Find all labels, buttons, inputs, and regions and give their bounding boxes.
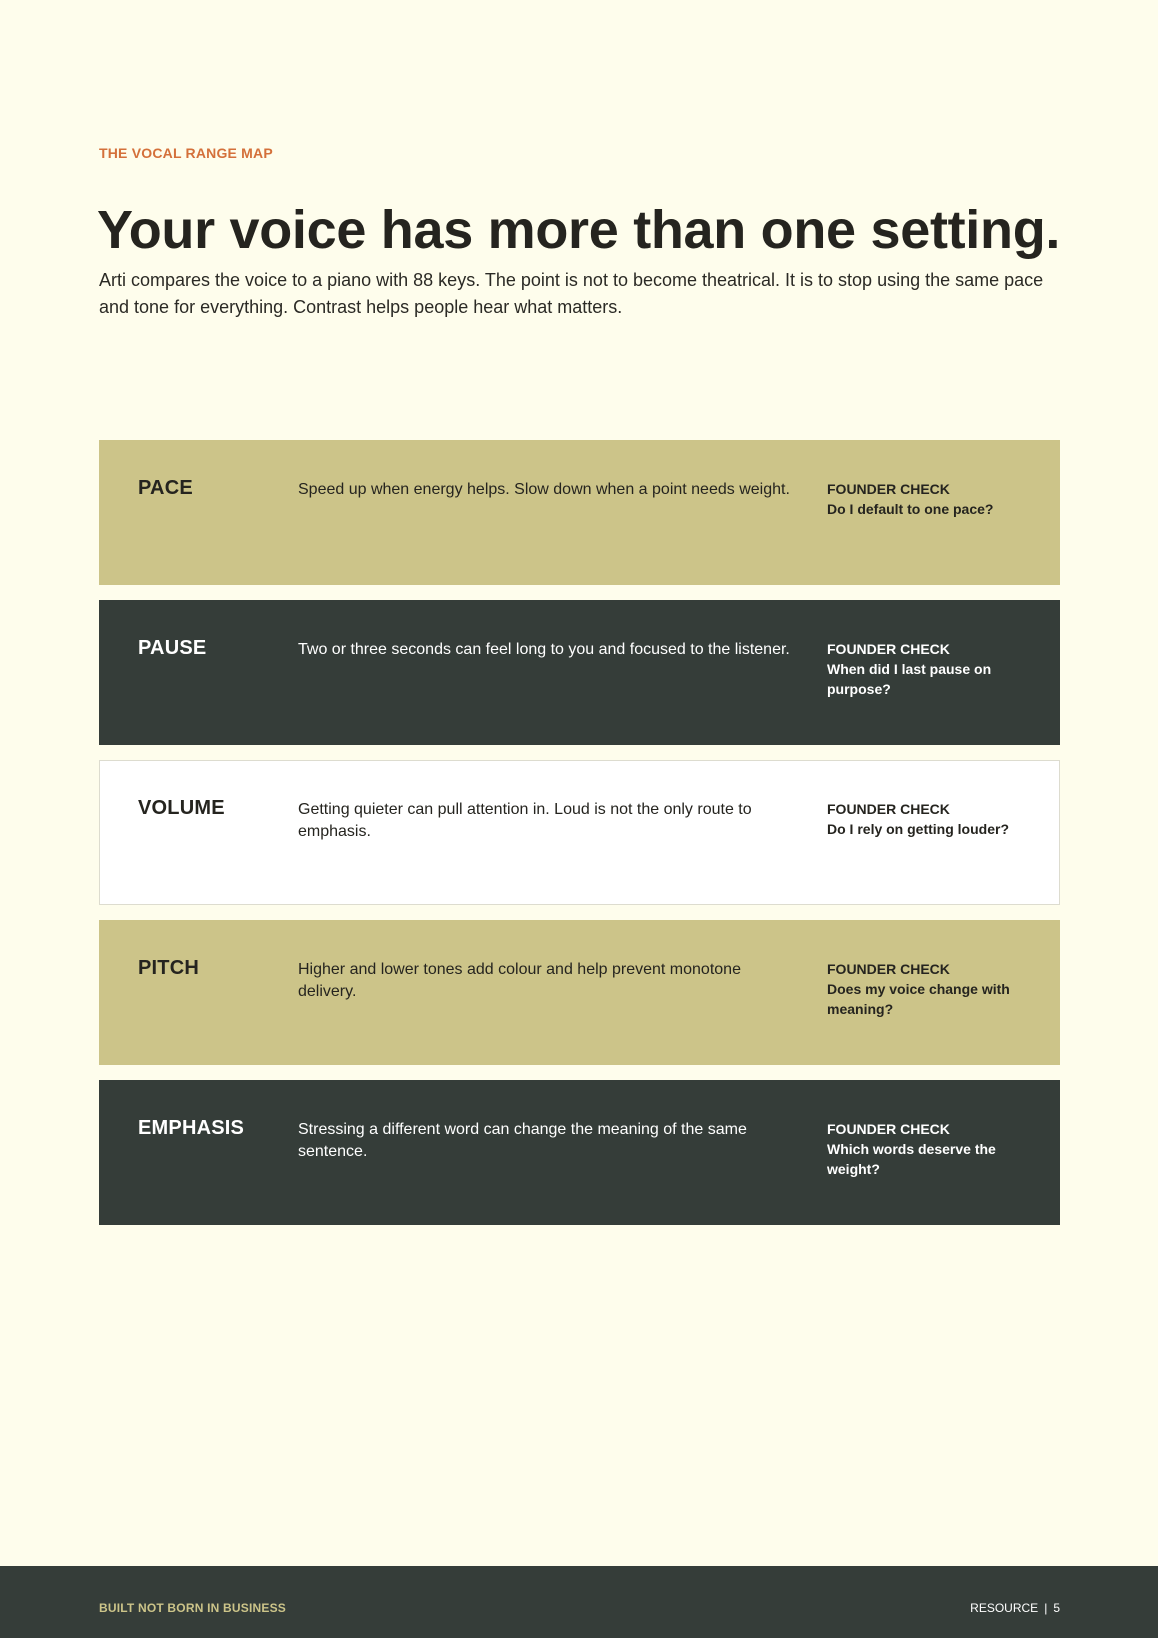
card-title: PITCH [138, 957, 199, 979]
card-emphasis [99, 1080, 1060, 1225]
founder-check-label: FOUNDER CHECK [827, 481, 950, 497]
card-description: Two or three seconds can feel long to you and focused to the listener. [298, 641, 790, 658]
page-number: 5 [1053, 1601, 1060, 1615]
card-title: EMPHASIS [138, 1117, 245, 1139]
founder-check-question: Does my voice change with meaning? [827, 981, 1010, 1017]
footer-brand: BUILT NOT BORN IN BUSINESS [99, 1601, 286, 1615]
card-title: VOLUME [138, 797, 225, 819]
card-description: Stressing a different word can change the meaning of the same sentence. [298, 1121, 747, 1160]
card-pitch [99, 920, 1060, 1065]
founder-check-question: When did I last pause on purpose? [827, 661, 992, 697]
founder-check [827, 960, 1032, 1019]
footer-section-label: RESOURCE [970, 1601, 1039, 1615]
founder-check-label: FOUNDER CHECK [827, 961, 950, 977]
founder-check-label: FOUNDER CHECK [827, 641, 950, 657]
founder-check [827, 480, 1032, 519]
founder-check-question: Do I rely on getting louder? [827, 821, 1009, 837]
vocal-range-list [99, 440, 1060, 1240]
founder-check-question: Do I default to one pace? [827, 501, 994, 517]
card-pause [99, 600, 1060, 745]
section-eyebrow: THE VOCAL RANGE MAP [99, 145, 273, 161]
page-title: Your voice has more than one setting. [97, 200, 1061, 260]
founder-check-question: Which words deserve the weight? [827, 1141, 996, 1177]
card-pace [99, 440, 1060, 585]
card-description: Speed up when energy helps. Slow down when a point needs weight. [298, 481, 790, 498]
footer-separator: | [1044, 1601, 1048, 1615]
founder-check-label: FOUNDER CHECK [827, 801, 950, 817]
founder-check [827, 1120, 1032, 1179]
intro-paragraph: Arti compares the voice to a piano with 88 keys. The point is not to become theatrical. It is to stop using the same pace and tone for everything. Contrast helps people hear what matters. [99, 270, 1044, 317]
card-volume [99, 760, 1060, 905]
page-footer [0, 1566, 1158, 1638]
card-title: PACE [138, 477, 193, 499]
card-description: Higher and lower tones add colour and help prevent monotone delivery. [298, 961, 741, 1000]
card-description: Getting quieter can pull attention in. Loud is not the only route to emphasis. [298, 801, 752, 840]
footer-page-info [970, 1601, 1060, 1615]
founder-check-label: FOUNDER CHECK [827, 1121, 950, 1137]
card-title: PAUSE [138, 637, 207, 659]
founder-check [827, 800, 1032, 839]
founder-check [827, 640, 1032, 699]
